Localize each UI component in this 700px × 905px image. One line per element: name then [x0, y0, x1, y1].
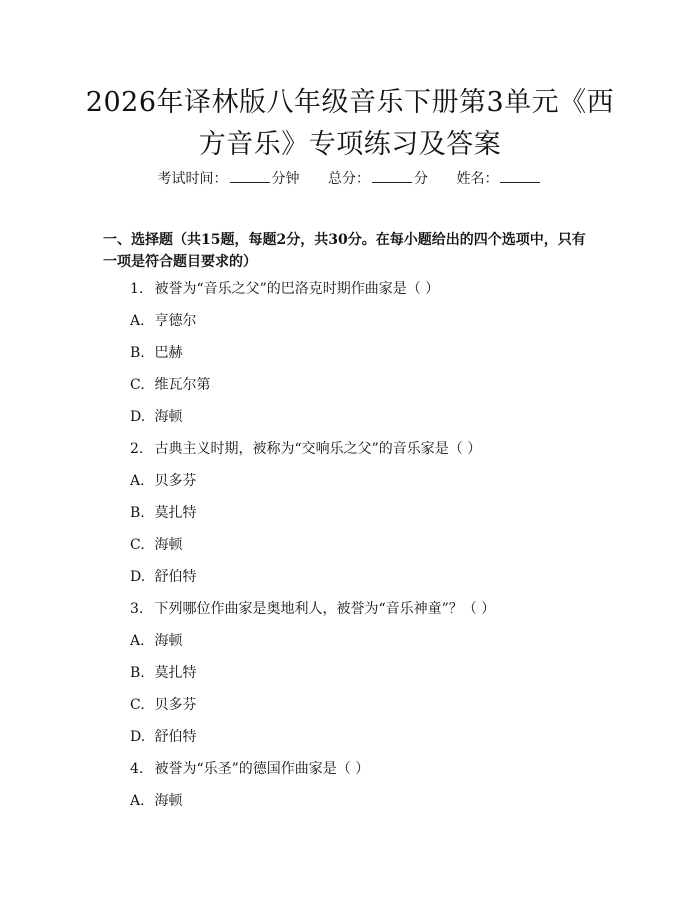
- option-text: 海顿: [154, 633, 183, 649]
- title-line-2: 方音乐》专项练习及答案: [198, 129, 502, 160]
- student-name-label: 姓名：: [456, 171, 499, 187]
- exam-time-label: 考试时间：: [157, 171, 228, 187]
- exam-time-field: [158, 171, 304, 187]
- option-letter: A.: [130, 633, 145, 649]
- option-text: 海顿: [154, 409, 183, 425]
- question-2: [130, 439, 495, 471]
- option-letter: A.: [130, 793, 145, 809]
- option-text: 贝多芬: [154, 697, 197, 713]
- option-letter: D.: [130, 409, 146, 425]
- question-3-option-b: [130, 663, 495, 695]
- option-text: 舒伯特: [154, 729, 197, 745]
- question-2-option-b: [130, 503, 495, 535]
- question-3-option-c: [130, 695, 495, 727]
- option-letter: B.: [130, 505, 145, 521]
- section-title-line-2: 一项是符合题目要求的）: [103, 254, 257, 270]
- question-1-option-a: [130, 311, 495, 343]
- option-letter: C.: [130, 537, 145, 553]
- student-name-field: [456, 171, 542, 187]
- option-text: 舒伯特: [154, 569, 197, 585]
- question-2-option-d: [130, 567, 495, 599]
- student-name-blank: [500, 168, 540, 183]
- question-text: 被誉为“乐圣”的德国作曲家是（ ）: [154, 761, 370, 777]
- question-4-option-a: [130, 791, 495, 823]
- total-score-label: 总分：: [328, 171, 370, 187]
- section-title-line-1: 一、选择题（共15题，每题2分，共30分。在每小题给出的四个选项中，只有: [103, 232, 586, 248]
- question-number: 2.: [130, 441, 144, 457]
- question-text: 下列哪位作曲家是奥地利人，被誉为“音乐神童”？（ ）: [154, 601, 496, 617]
- option-text: 维瓦尔第: [154, 377, 211, 393]
- question-number: 3.: [130, 601, 144, 617]
- option-letter: C.: [130, 697, 145, 713]
- total-score-unit: 分: [414, 171, 428, 187]
- exam-info: [0, 168, 700, 189]
- option-letter: A.: [130, 473, 145, 489]
- option-text: 巴赫: [154, 345, 183, 361]
- question-4: [130, 759, 495, 791]
- option-text: 海顿: [154, 537, 183, 553]
- question-3: [130, 599, 495, 631]
- question-list: [130, 279, 495, 823]
- option-letter: D.: [130, 569, 146, 585]
- option-letter: B.: [130, 665, 145, 681]
- question-text: 古典主义时期，被称为“交响乐之父”的音乐家是（ ）: [154, 441, 482, 457]
- question-2-option-a: [130, 471, 495, 503]
- question-number: 4.: [130, 761, 144, 777]
- question-text: 被誉为“音乐之父”的巴洛克时期作曲家是（ ）: [154, 281, 440, 297]
- total-score-blank: [372, 168, 412, 183]
- question-3-option-a: [130, 631, 495, 663]
- question-2-option-c: [130, 535, 495, 567]
- title-line-1: 2026年译林版八年级音乐下册第3单元《西: [85, 87, 615, 118]
- option-letter: B.: [130, 345, 145, 361]
- option-text: 莫扎特: [154, 665, 197, 681]
- option-letter: D.: [130, 729, 146, 745]
- exam-time-blank: [230, 168, 270, 183]
- question-number: 1.: [130, 281, 144, 297]
- question-1: [130, 279, 495, 311]
- option-text: 贝多芬: [154, 473, 197, 489]
- total-score-field: [328, 171, 432, 187]
- section-title: [103, 229, 603, 273]
- option-text: 莫扎特: [154, 505, 197, 521]
- question-1-option-c: [130, 375, 495, 407]
- question-1-option-b: [130, 343, 495, 375]
- question-3-option-d: [130, 727, 495, 759]
- option-text: 海顿: [154, 793, 183, 809]
- option-letter: C.: [130, 377, 145, 393]
- page-title: [60, 82, 640, 166]
- option-letter: A.: [130, 313, 145, 329]
- exam-time-unit: 分钟: [271, 171, 300, 187]
- option-text: 亨德尔: [154, 313, 197, 329]
- question-1-option-d: [130, 407, 495, 439]
